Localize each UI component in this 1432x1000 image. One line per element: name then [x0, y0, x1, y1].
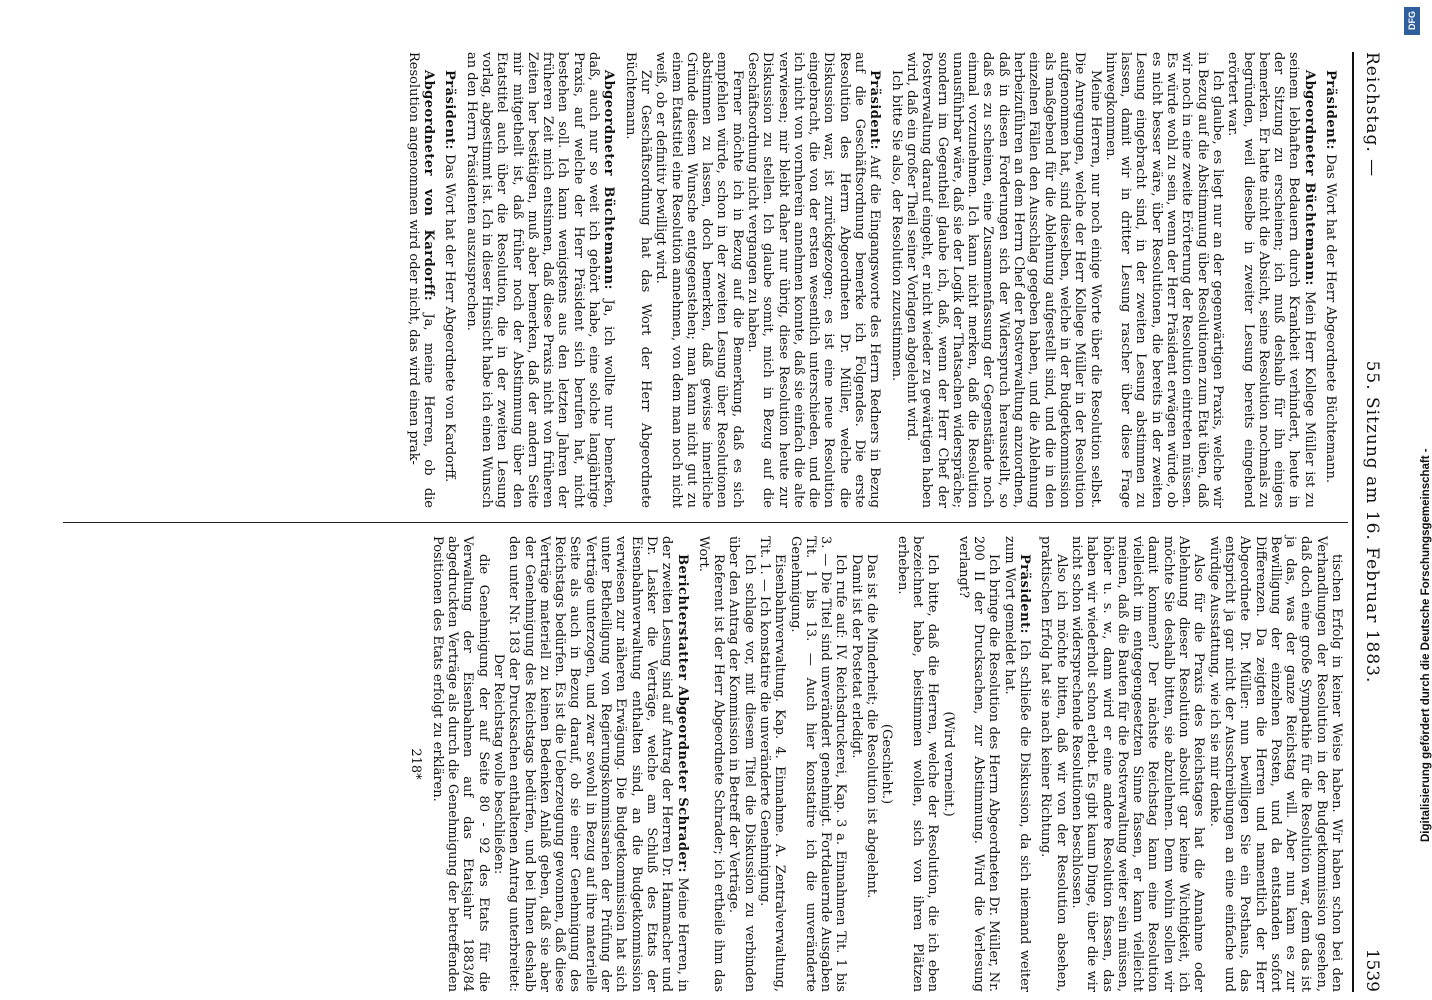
- right_column-paragraph: [864, 536, 879, 992]
- rotated-newspaper-page: [58, 52, 1388, 992]
- right_column-paragraph: [757, 536, 788, 992]
- right_column-paragraph: [1001, 536, 1032, 992]
- speaker-name: Präsident:: [1017, 554, 1033, 634]
- left-text-column: [405, 52, 1344, 508]
- paragraph-text: Zur Geschäftsordnung hat das Wort der Herr Abgeordnete Büchtemann.: [622, 52, 653, 508]
- left_column-paragraph: [442, 52, 457, 508]
- credit-text: Digitalisierung gefördert durch die Deutsche Forschungsgemeinschaft -: [1420, 448, 1432, 842]
- left_column-paragraph: [1323, 52, 1338, 508]
- speaker-name: Präsident:: [867, 70, 883, 150]
- paragraph-text: Meine Herren, in der zweiten Lesung sind auf Antrag der Herren Dr. Hammacher und Dr. Lasker die Verträge, welche am Schluß des Etats der Eisenbahnverwaltung enthalten sind, an die Budgetkommission verwiesen zur näheren Erwägung. Die Budgetkommission hat sich unter Betheiligung von Regierungskommissarien der Prüfung der Verträge unterzogen, und zwar sowohl in Bezug auf ihre materielle Seite als auch in Bezug darauf, ob sie einer Genehmigung des Reichstags bedürfen. Es ist die Ueberzeugung gewonnen, daß diese Verträge materiell zu keinen Bedenken Anlaß geben, daß sie aber der Genehmigung des Reichstags bedürfen, und bei Ihnen deshalb den unter Nr. 183 der Drucksachen enthaltenen Antrag unterbreitet:: [506, 536, 690, 993]
- paragraph-text: Ja, ich wollte nur bemerken, daß, auch nur so weit ich gehört habe, eine solche langjährige Praxis, auf welche der Herr Präsident sich berufen hat, nicht bestehen soll. Ich kann wenigstens aus den letzten Jahren der früheren Zeit mich entsinnen, daß diese Praxis nicht von früheren Zeiten her bestätigen, muß aber bemerken, daß der andern Seite mir mitgetheilt ist, daß früher noch der Abstimmung über den Etatstitel auch über die Resolution, die in der zweiten Lesung vorlag, abgestimmt ist. Ich in dieser Hinsicht habe ich einen Wunsch an den Herrn Präsidenten auszusprechen.: [463, 52, 617, 508]
- left_column-paragraph: [1103, 52, 1225, 508]
- left_column-paragraph: [622, 52, 653, 508]
- paragraph-text: Das Wort hat der Herr Abgeordnete Büchtemann.: [1323, 154, 1338, 484]
- header-page-number: 1539: [1362, 948, 1382, 992]
- paragraph-text: die Genehmigung der auf Seite 80 - 92 des Etats für die Verwaltung der Eisenbahnen auf das Etatsjahr 1883/84 abgedruckten Verträge als durch die Genehmigung der betreffenden Positionen des Etats erfolgt zu erklären.: [429, 536, 491, 992]
- right_column-paragraph: [696, 536, 727, 992]
- header-session-title: 55. Sitzung am 16. Februar 1883.: [1362, 360, 1382, 684]
- page-header: [1354, 52, 1388, 992]
- right_column-paragraph: [787, 536, 848, 992]
- paragraph-text: Ich glaube, es liegt nur an der gegenwärtigen Praxis, welche wir in Bezug auf die Abstimmung über Resolutionen zum Etat üben, daß wir noch in eine zweite Erörterung der Resolution eintreten müssen. Es würde wohl zu sein, wenn der Herr Präsident erwägen würde, ob es nicht besser wäre, über Resolutionen, die bereits in der zweiten Lesung eingebracht sind, in der zweiten Lesung abstimmen zu lassen, damit wir in dritter Lesung rascher über diese Frage hinwegkommen.: [1102, 52, 1225, 508]
- paragraph-text: Ich bringe die Resolution des Herrn Abgeordneten Dr. Müller, Nr. 200 II der Drucksachen, zur Abstimmung. Wird die Verlesung verlangt?: [955, 536, 1002, 992]
- speaker-name: Abgeordneter von Kardorff:: [421, 70, 437, 302]
- paragraph-text: Meine Herren, nur noch einige Worte über die Resolution selbst. Die Anregungen, welche der Herr Kollege Müller in der Resolution aufgenommen hat, sind dieselben, welche in der Budgetkommission als maßgebend für die Ablehnung aufgestellt sind, und die in den einzelnen Fällen den Ausschlag gegeben haben, und die Ablehnung herbeizuführen an dem Herrn Chef der Postverwaltung anzuordnen, daß in diesen Forderungen sich der Widerspruch herausstellt, so daß es zu scheinen, eine Zusammenfassung der Gegenstände noch einmal vorzunehmen. Ich kann nicht merken, daß die Resolution unausführbar wäre, daß sie der Logik der Thatsachen widerspräche; sondern im Gegentheil glaube ich, daß, wenn der Herr Chef der Postverwaltung darauf eingeht, er nicht wieder zu gewärtigen haben wird, daß ein großer Theil seiner Vorlagen abgelehnt wird.: [903, 52, 1103, 508]
- paragraph-text: Also ich möchte bitten, daß wir von der Resolution absehen, praktischen Erfolg hat sie nach keiner Richtung.: [1038, 536, 1069, 992]
- paragraph-text: Ich bitte Sie also, der Resolution zuzustimmen.: [888, 70, 904, 382]
- paragraph-text: Auf die Eingangsworte des Herrn Redners in Bezug auf die Geschäftsordnung bemerke ich Folgendes. Die erste Resolution des Herrn Abgeordneten Dr. Müller, welche die Diskussion war, ist zurückgezogen; es ist eine neue Resolution eingebracht, die von der ersten wesentlich unterschieden, und die ich nicht von vornherein annehmen konnte, daß sie einfach die alte verwiesen; mir bleibt daher nur übrig, diese Resolution heute zur Diskussion zu stellen. Ich glaube somit, mich in Bezug auf die Geschäftsordnung nicht vergangen zu haben.: [745, 52, 883, 508]
- paragraph-text: Ja, meine Herren, ob die Resolution angenommen wird oder nicht, das wird einen prak-: [405, 52, 437, 508]
- left_column-paragraph: [888, 52, 903, 508]
- paragraph-text: Also für die Praxis des Reichstages hat die Annahme oder Ablehnung dieser Resolution absolut gar keine Wichtigkeit, ich möchte Sie deshalb bitten, sie abzulehnen. Denn wohin sollen wir damit kommen? Der nächste Reichstag kann eine Resolution vielleicht im entgegengesetzten Sinne fassen, er kann vielleicht meinen, daß die Bauten für die Postverwaltung weiter sein müssen, höher u. s. w., dann wird er eine andere Resolution fassen, das haben wir wiederholt schon erlebt. Es gibt kaum Dinge, über die wir nicht schon widersprechende Resolutionen beschlossen.: [1068, 536, 1207, 992]
- right_column-paragraph: [940, 536, 955, 992]
- paragraph-text: Ich schließe die Diskussion, da sich niemand weiter zum Wort gemeldet hat.: [1001, 536, 1033, 993]
- right_column-paragraph: [849, 536, 864, 992]
- paragraph-text: Ferner möchte ich in Bezug auf die Bemerkung, daß es sich empfehlen würde, schon in der zweiten Lesung über Resolutionen abstimmen zu lassen, doch bemerken, daß gewisse innerliche Gründe diesem Wunsche entgegenstehen; man kann nicht gut zu einem Etatstitel eine Resolution annehmen, von dem man noch nicht weiß, ob er definitiv bewilligt wird.: [653, 52, 745, 508]
- paragraph-text: Ich schlage vor, mit diesem Titel die Diskussion zu verbinden über den Antrag der Kommission in Betreff der Verträge.: [726, 536, 757, 992]
- speaker-name: Abgeordneter Büchtemann:: [601, 70, 617, 290]
- right_column-paragraph: [956, 536, 1002, 992]
- left_column-paragraph: [405, 52, 436, 508]
- left_column-paragraph: [463, 52, 616, 508]
- right_column-paragraph: [506, 536, 690, 992]
- right-text-column: [408, 536, 1344, 992]
- left_column-paragraph: [653, 52, 745, 508]
- paragraph-text: Damit ist der Postetat erledigt.: [848, 554, 864, 759]
- footer-signature-mark: 218*: [408, 748, 424, 780]
- right_column-paragraph: [429, 536, 490, 992]
- paragraph-text: Das Wort hat der Herr Abgeordnete von Kardorff.: [442, 154, 458, 483]
- right_column-paragraph: [491, 536, 506, 992]
- left_column-paragraph: [745, 52, 883, 508]
- paragraph-text: Der Reichstag wolle beschließen:: [490, 653, 506, 875]
- header-publication: Reichstag. —: [1362, 52, 1382, 178]
- right_column-paragraph: [726, 536, 757, 992]
- dfg-logo: DFG: [1404, 7, 1420, 35]
- paragraph-text: Das ist die Minderheit; die Resolution ist abgelehnt.: [864, 554, 880, 899]
- right_column-paragraph: [1206, 536, 1344, 992]
- paragraph-text: Ich rufe auf: IV. Reichsdruckerei, Kap. 3 a. Einnahmen Tit. 1 bis 3. — Die Titel sind unverändert genehmigt. Fortdauernde Ausgaben Tit. 1 bis 13. — Auch hier konstatire ich die unveränderte Genehmigung.: [787, 536, 849, 992]
- header-rule: [1352, 52, 1354, 992]
- digitization-credit: [1398, 0, 1432, 1000]
- paragraph-text: Ich bitte, daß die Herren, welche der Resolution, die ich eben bezeichnet habe, beistimmen wollen, sich von ihren Plätzen erheben.: [894, 536, 941, 992]
- paragraph-text: Eisenbahnverwaltung. Kap. 4. Einnahme. A. Zentralverwaltung, Tit. 1. — Ich konstatire die unveränderte Genehmigung.: [757, 536, 788, 992]
- right_column-paragraph: [1069, 536, 1207, 992]
- column-divider: [63, 522, 1348, 523]
- left_column-paragraph: [1225, 52, 1317, 508]
- paragraph-text: Mein Herr Kollege Müller ist zu seinem lebhaften Bedauern durch Krankheit verhindert, heute in der Sitzung zu erscheinen; ich muß deshalb für ihn einiges bemerken. Er hatte nicht die Absicht, seine Resolution nochmals zu begründen, weil dieselbe in zweiter Lesung bereits eingehend erörtert war.: [1225, 52, 1317, 508]
- paragraph-text: (Wird verneint.): [940, 711, 956, 817]
- right_column-paragraph: [1038, 536, 1069, 992]
- right_column-paragraph: [879, 536, 894, 992]
- speaker-name: Präsident:: [1323, 70, 1338, 150]
- paragraph-text: Referent ist der Herr Abgeordnete Schrader; ich ertheile ihm das Wort.: [695, 536, 727, 992]
- right_column-paragraph: [894, 536, 940, 992]
- speaker-name: Berichterstatter Abgeordneter Schrader:: [674, 554, 690, 873]
- left_column-paragraph: [904, 52, 1103, 508]
- speaker-name: Präsident:: [442, 70, 458, 150]
- paragraph-text: tischen Erfolg in keiner Weise haben. Wir haben schon bei den Verhandlungen der Resolution in der Budgetkommission gesehen, daß doch eine große Sympathie für die Resolution war, denn das ist ja das, was der ganze Reichstag will. Aber nun kam es zur Bewilligung der einzelnen Posten, und da entstanden sofort Differenzen. Da zeigten die Herren und namentlich der Herr Abgeordnete Dr. Müller: nun bewilligen Sie ein Posthaus, das entspricht ja gar nicht der Ausschreibungen an eine einfache und würdige Ausstattung, wie ich sie mir denke.: [1206, 536, 1344, 992]
- paragraph-text: (Geschieht.): [879, 723, 895, 805]
- speaker-name: Abgeordneter Büchtemann:: [1301, 70, 1317, 286]
